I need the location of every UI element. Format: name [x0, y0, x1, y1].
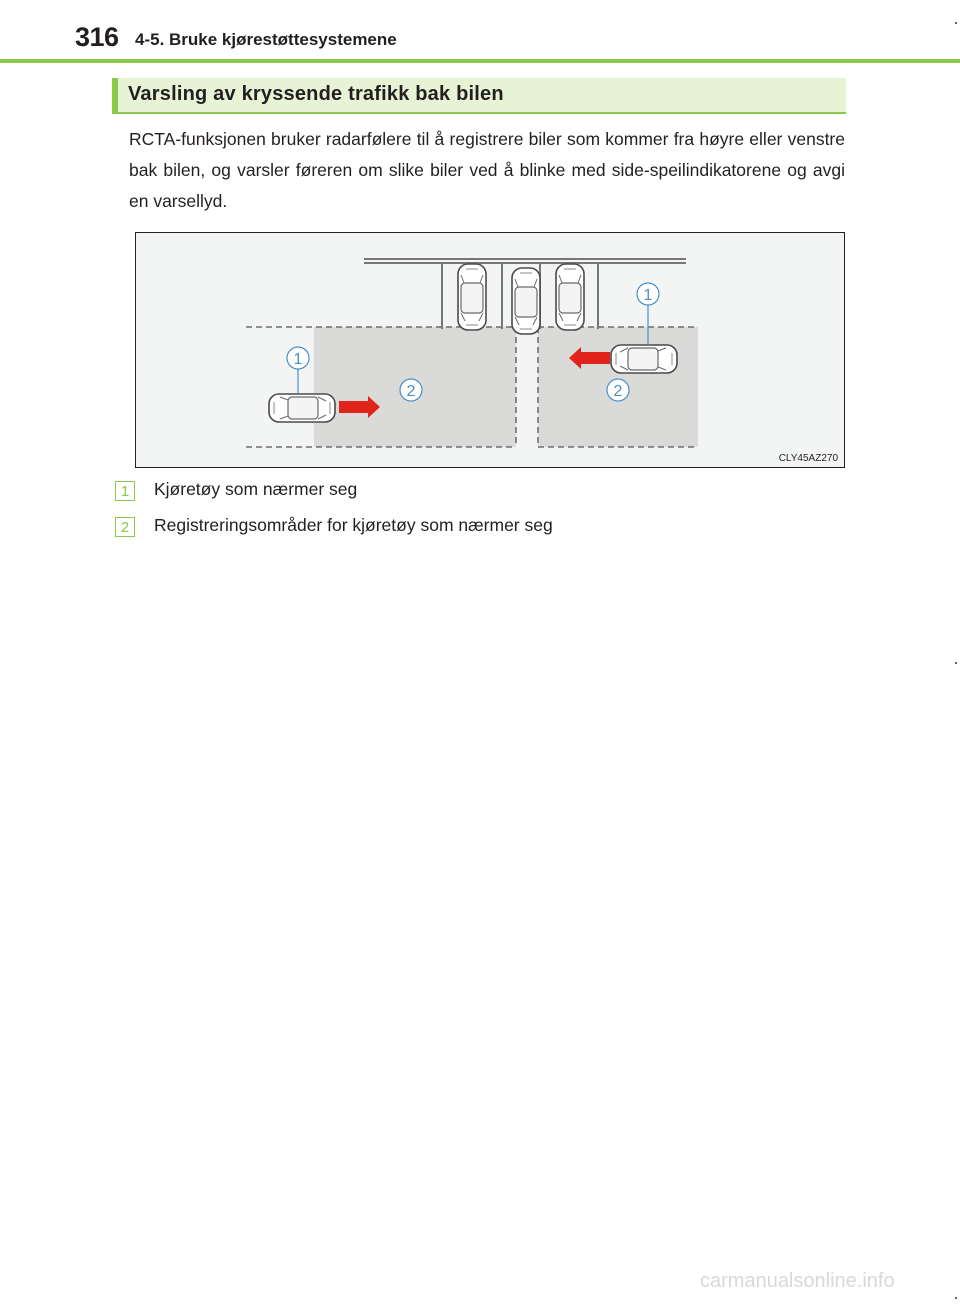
- callout-2-left: [400, 379, 422, 401]
- callout-label: 2: [406, 383, 416, 400]
- legend-badge: 2: [115, 517, 135, 537]
- body-paragraph: RCTA-funksjonen bruker radarfølere til å registrere biler som kommer fra høyre eller venstre bak bilen, og varsler føreren om slike biler ved å blinke med side-speilindikatorene og avgi en varsellyd.: [129, 129, 845, 211]
- lane-lines: [516, 327, 538, 447]
- header-rule: [0, 59, 960, 63]
- approaching-car-left: [269, 394, 335, 422]
- callout-label: 1: [293, 351, 303, 368]
- callout-label: 1: [643, 287, 653, 304]
- parked-car-left: [458, 264, 486, 330]
- margin-tick: [955, 22, 957, 24]
- rcta-illustration: [135, 232, 845, 468]
- margin-tick: [955, 1297, 957, 1299]
- parked-car-right: [556, 264, 584, 330]
- callout-label: 2: [613, 383, 623, 400]
- detection-zone-left: [246, 327, 516, 447]
- margin-tick: [955, 662, 957, 664]
- legend-badge: 1: [115, 481, 135, 501]
- section-heading: [112, 78, 846, 114]
- own-car: [512, 268, 540, 334]
- figure-code: CLY45AZ270: [778, 453, 838, 464]
- legend-text: Registreringsområder for kjøretøy som nærmer seg: [154, 515, 553, 535]
- rcta-diagram: [136, 233, 844, 467]
- chapter-title: 4-5. Bruke kjørestøttesystemene: [135, 30, 397, 49]
- legend-text: Kjøretøy som nærmer seg: [154, 479, 358, 499]
- callout-2-right: [607, 379, 629, 401]
- callout-1-left: [287, 347, 309, 393]
- section-title: Varsling av kryssende trafikk bak bilen: [128, 83, 504, 105]
- page-number: 316: [75, 22, 119, 52]
- approaching-car-right: [611, 345, 677, 373]
- footer-watermark: carmanualsonline.info: [700, 1270, 895, 1292]
